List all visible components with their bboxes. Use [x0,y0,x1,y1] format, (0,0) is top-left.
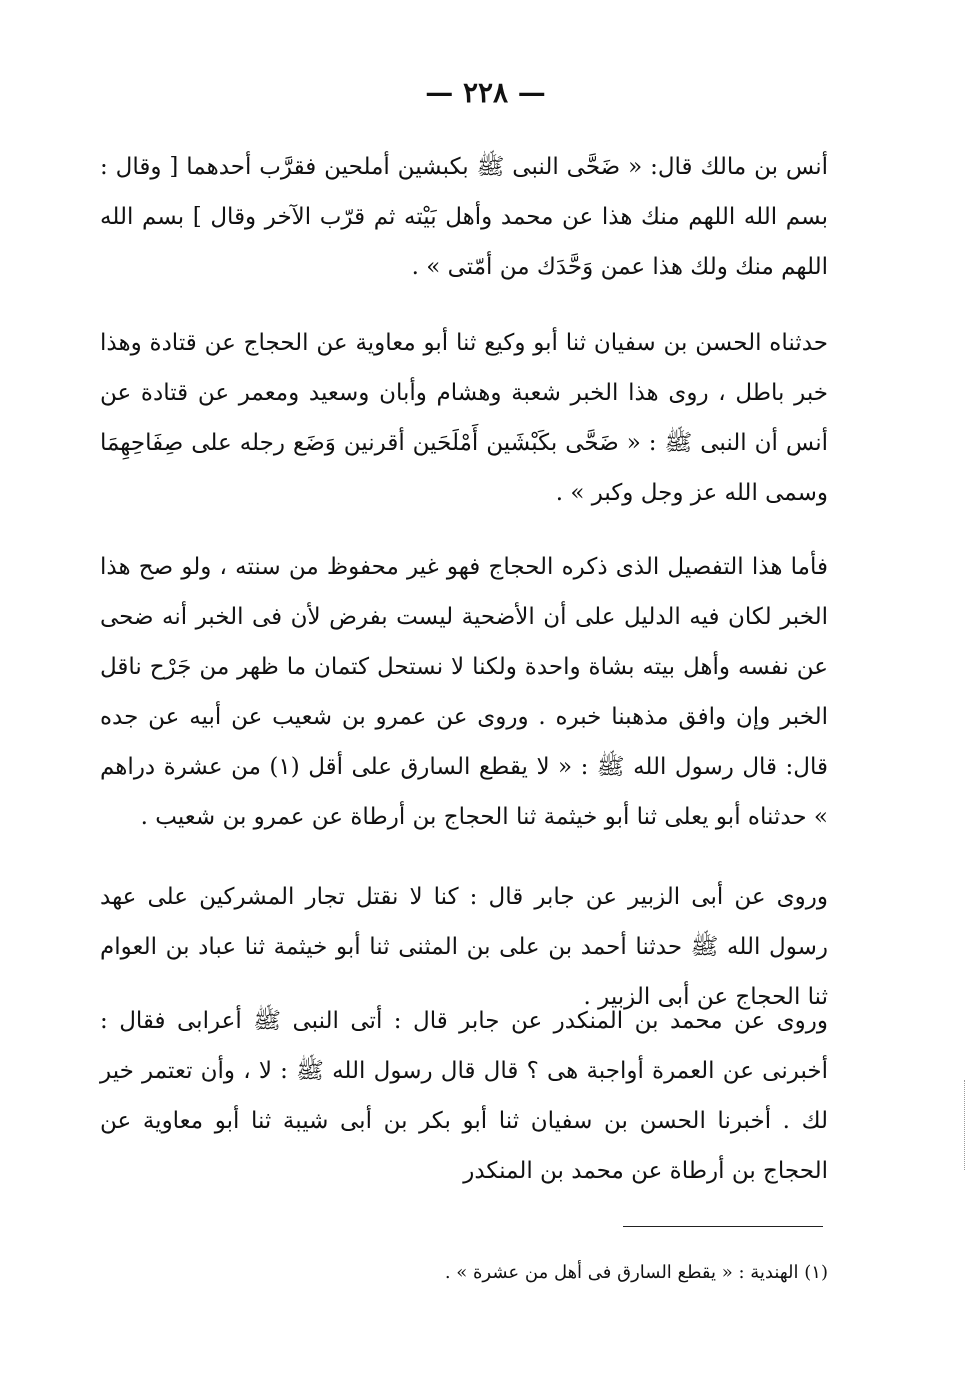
paragraph-ibn-munkadir [100,996,828,1196]
paragraph-hasan-ibn-sufyan [100,318,828,518]
paragraph-tafsil-hajjaj [100,542,828,842]
paragraph-text: وروى عن أبى الزبير عن جابر قال : كنا لا نقتل تجار المشركين على عهد رسول الله ﷺ حدثنا أحمد بن على بن المثنى ثنا أبو خيثمة ثنا عباد بن العوام ثنا الحجاج عن أبى الزبير . [100,884,828,1010]
paragraph-text: حدثناه الحسن بن سفيان ثنا أبو وكيع ثنا أبو معاوية عن الحجاج عن قتادة وهذا خبر باطل ، روى هذا الخبر شعبة وهشام وأبان وسعيد ومعمر عن قتادة عن أنس أن النبى ﷺ : « ضَحَّى بكَبْشَين أَمْلَحَين أقرنين وَضَع رجله على صِفَاحِهِمَا وسمى الله عز وجل وكبر » . [100,330,828,506]
paragraph-text: وروى عن محمد بن المنكدر عن جابر قال : أتى النبى ﷺ أعرابى فقال : أخبرنى عن العمرة أواجبة هى ؟ قال قال رسول الله ﷺ : لا ، وأن تعتمر خير لك . أخبرنا الحسن بن سفيان ثنا أبو بكر بن أبى شيبة ثنا أبو معاوية عن الحجاج بن أرطاة عن محمد بن المنكدر [100,1008,828,1184]
page-number: — ٢٢٨ — [425,76,546,109]
paragraph-anas-hadith [100,142,828,292]
scan-edge-mark [964,1080,965,1170]
footnote: (١) الهندية : « يقطع السارق فى أهل من عشرة » . [444,1262,828,1283]
paragraph-text: أنس بن مالك قال: « ضَحَّى النبى ﷺ بكبشين أملحين فقرَّب أحدهما [ وقال : بسم الله اللهم منك هذا عن محمد وأهل بَيْته ثم قرّب الآخر وقال ] بسم الله اللهم منك ولك هذا عمن وَحَّدَك من أمّتى » . [100,154,828,280]
footnote-divider [623,1226,823,1227]
paragraph-text: فأما هذا التفصيل الذى ذكره الحجاج فهو غير محفوظ من سنته ، ولو صح هذا الخبر لكان فيه الدليل على أن الأضحية ليست بفرض لأن فى الخبر أنه ضحى عن نفسه وأهل بيته بشاة واحدة ولكنا لا نستحل كتمان ما ظهر من جَرْح ناقل الخبر وإن وافق مذهبنا خبره . وروى عن عمرو بن شعيب عن أبيه عن جده قال: قال رسول الله ﷺ : « لا يقطع السارق على أقل (١) من عشرة دراهم » حدثناه أبو يعلى ثنا أبو خيثمة ثنا الحجاج بن أرطاة عن عمرو بن شعيب . [100,554,828,830]
